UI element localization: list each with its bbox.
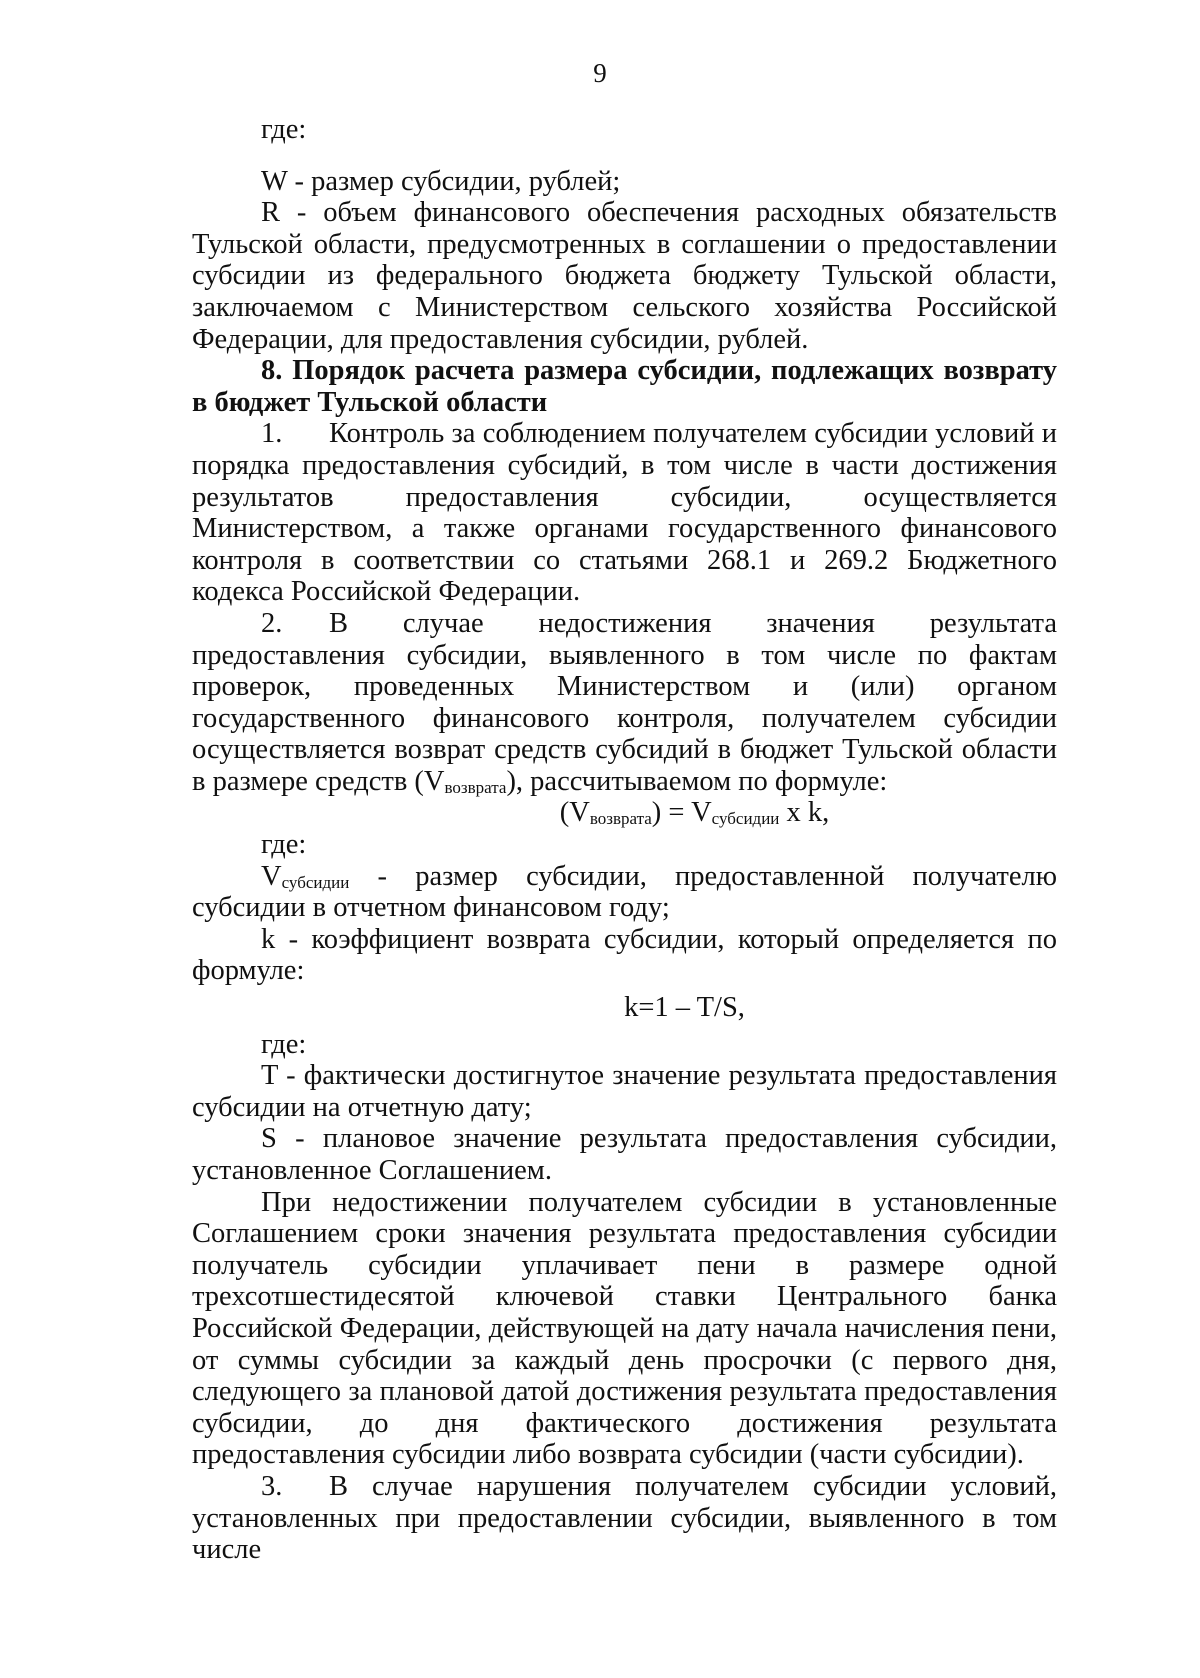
formula-return — [192, 797, 1057, 829]
clause-2-tail: ), рассчитываемом по формуле: — [506, 765, 888, 797]
clause-2 — [192, 608, 1057, 798]
definition-r: R - объем финансового обеспечения расходных обязательств Тульской области, предусмотренных в соглашении о предоставлении субсидии из федерального бюджета бюджету Тульской области, заключаемом с Министерством сельского хозяйства Российской Федерации, для предоставления субсидии, рублей. — [192, 197, 1057, 355]
definition-v-subscript: субсидии — [281, 872, 350, 892]
clause-3-number: 3. — [261, 1470, 283, 1502]
clause-1-text: Контроль за соблюдением получателем субсидии условий и порядка предоставления субсидий, в том числе в части достижения результатов предоставления субсидии, осуществляется Министерством, а также органами государственного финансового контроля в соответствии со статьями 268.1 и 269.2 Бюджетного кодекса Российской Федерации. — [192, 418, 1057, 608]
clause-3-text: В случае нарушения получателем субсидии условий, установленных при предоставлении субсидии, выявленного в том числе — [192, 1470, 1057, 1566]
clause-1-number: 1. — [261, 418, 283, 450]
formula-return-sub-2: субсидии — [711, 809, 780, 829]
formula-return-sub-1: возврата — [589, 809, 652, 829]
definition-k: k - коэффициент возврата субсидии, который определяется по формуле: — [192, 923, 1057, 987]
document-body — [192, 114, 1057, 1566]
penalty-paragraph: При недостижении получателем субсидии в установленные Соглашением сроки значения результата предоставления субсидии получатель субсидии уплачивает пени в размере одной трехсотшестидесятой ключевой ставки Центрального банка Российской Федерации, действующей на дату начала начисления пени, от суммы субсидии за каждый день просрочки (с первого дня, следующего за плановой датой достижения результата предоставления субсидии, до дня фактического достижения результата предоставления субсидии либо возврата субсидии (части субсидии). — [192, 1186, 1057, 1471]
clause-1 — [192, 418, 1057, 608]
where-label-3: где: — [261, 1028, 307, 1060]
clause-2-subscript: возврата — [444, 777, 507, 797]
where-label-2: где: — [261, 829, 307, 861]
section-heading: 8. Порядок расчета размера субсидии, подлежащих возврату в бюджет Тульской области — [192, 355, 1057, 418]
formula-k: k=1 – T/S, — [624, 992, 745, 1024]
where-label: где: — [261, 114, 307, 145]
clause-2-text: В случае недостижения значения результата предоставления субсидии, выявленного в том числе по фактам проверок, проведенных Министерством и (или) органом государственного финансового контроля, получателем субсидии осуществляется возврат средств субсидий в бюджет Тульской области в размере средств (V — [192, 607, 1057, 797]
formula-return-mid: ) = V — [651, 797, 712, 829]
formula-return-tail: x k, — [779, 797, 830, 829]
definition-s: S - плановое значение результата предоставления субсидии, установленное Соглашением. — [192, 1123, 1057, 1186]
definition-v-subsidy: $V_{субсидии}$ - размер субсидии, предоставленной получателю субсидии в отчетном финансовом году; — [192, 860, 1057, 924]
definition-t: T - фактически достигнутое значение результата предоставления субсидии на отчетную дату; — [192, 1060, 1057, 1123]
page-number: 9 — [593, 58, 607, 88]
definition-v-text: - размер субсидии, предоставленной получателю субсидии в отчетном финансовом году; — [192, 860, 1057, 924]
definition-w: W - размер субсидии, рублей; — [261, 165, 621, 197]
clause-2-number: 2. — [261, 607, 283, 639]
clause-3 — [192, 1471, 1057, 1566]
formula-return-open: (V — [559, 797, 590, 829]
